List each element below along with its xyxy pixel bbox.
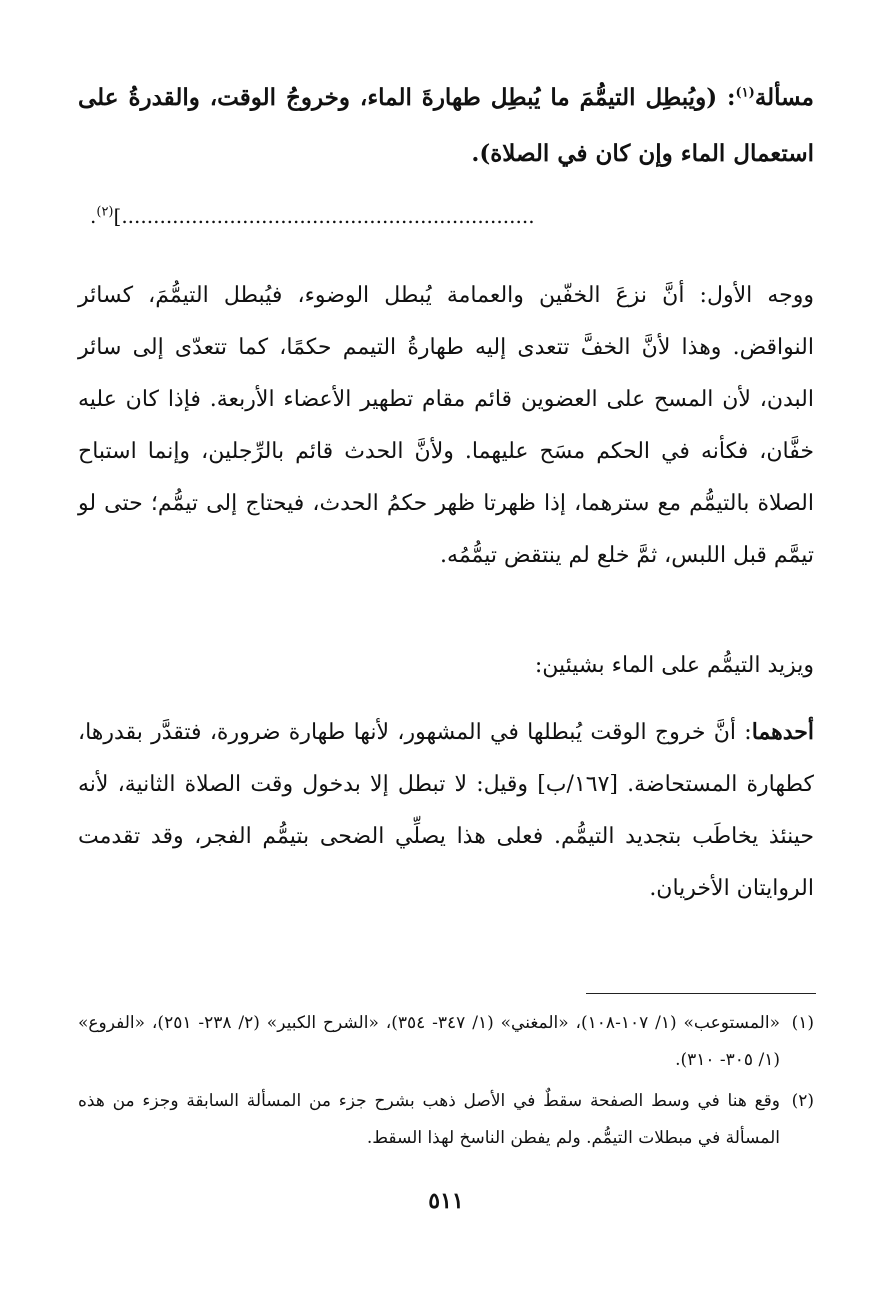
lacuna-bracket: ]: [113, 204, 122, 228]
body-paragraph: ووجه الأول: أنَّ نزعَ الخفّين والعمامة يُبطل الوضوء، فيُبطل التيمُّمَ، كسائر النواقض. وهذا لأنَّ الخفَّ تتعدى إليه طهارةُ التيمم حكمًا، كما تتعدّى إلى سائر البدن، لأن المسح على العضوين قائم مقام تطهير الأعضاء الأربعة. فإذا كان عليه خفَّان، فكأنه في الحكم مسَح عليهما. ولأنَّ الحدث قائم بالرِّجلين، وإنما استباح الصلاة بالتيمُّم مع سترهما، إذا ظهرتا ظهر حكمُ الحدث، فيحتاج إلى تيمُّم؛ حتى لو تيمَّم قبل اللبس، ثمَّ خلع لم ينتقض تيمُّمُه.: [78, 283, 814, 568]
paragraph-lead: أحدهما: [751, 719, 814, 745]
footnote-text: «المستوعب» (١/ ١٠٧-١٠٨)، «المغني» (١/ ٣٤٧- ٣٥٤)، «الشرح الكبير» (٢/ ٢٣٨- ٢٥١)، «الفروع» (١/ ٣٠٥- ٣١٠).: [78, 1013, 780, 1070]
issue-heading: [78, 70, 814, 182]
page-number: ٥١١: [428, 1188, 464, 1214]
footnote-ref-1: (١): [735, 85, 755, 101]
body-paragraph: ويزيد التيمُّم على الماء بشيئين:: [534, 653, 814, 678]
footnote-divider: [586, 993, 816, 994]
issue-label: مسألة: [754, 84, 814, 111]
issue-text: : (ويُبطِل التيمُّمَ ما يُبطِل طهارةَ الماء، وخروجُ الوقت، والقدرةُ على استعمال الماء وإن كان في الصلاة).: [78, 84, 814, 167]
paragraph-text: : أنَّ خروج الوقت يُبطلها في المشهور، لأنها طهارة ضرورة، فتقدَّر بقدرها، كطهارة المستحاضة. [١٦٧/ب] وقيل: لا تبطل إلا بدخول وقت الصلاة الثانية، لأنه حينئذ يخاطَب بتجديد التيمُّم. فعلى هذا يصلِّي الضحى بتيمُّم الفجر، وقد تقدمت الروايتان الأخريان.: [78, 720, 814, 901]
footnotes: [78, 1005, 814, 1161]
lacuna-dotted-line: [90, 198, 766, 234]
footnote: [78, 1005, 814, 1079]
footnote-text: وقع هنا في وسط الصفحة سقطٌ في الأصل ذهب بشرح جزء من المسألة السابقة وجزء من هذه المسألة في مبطلات التيمُّم. ولم يفطن الناسخ لهذا السقط.: [78, 1091, 780, 1148]
lacuna-dots: .................................................................: [121, 204, 535, 228]
footnote-number: (١): [791, 1013, 814, 1033]
body-paragraph: [78, 706, 814, 915]
footnote-ref-2: (٢): [96, 204, 114, 220]
footnote-number: (٢): [791, 1091, 814, 1111]
footnote: [78, 1083, 814, 1157]
lacuna-end: .: [90, 204, 97, 228]
